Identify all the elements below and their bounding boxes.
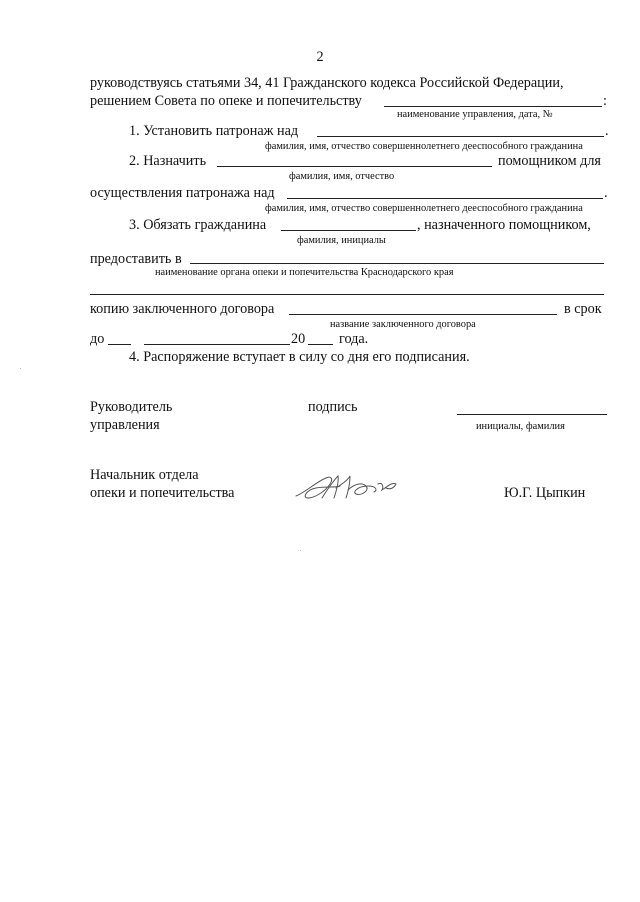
citizen-initials-caption: фамилия, инициалы xyxy=(297,235,386,246)
item-3-after: , назначенного помощником, xyxy=(417,217,591,233)
item-3-line-3: копию заключенного договора xyxy=(90,301,275,317)
intro-line-2-colon: : xyxy=(603,93,607,109)
item-3-text: 3. Обязать гражданина xyxy=(129,217,267,233)
assistant-name-field[interactable] xyxy=(217,166,492,167)
patronage-ward-caption-2: фамилия, имя, отчество совершеннолетнего дееспособного гражданина xyxy=(265,203,583,214)
handwritten-signature-icon xyxy=(292,470,404,506)
guardianship-authority-field-cont[interactable] xyxy=(90,294,604,295)
scan-speck xyxy=(300,550,301,551)
deadline-day-field[interactable] xyxy=(108,344,131,345)
item-4-text: 4. Распоряжение вступает в силу со дня его подписания. xyxy=(129,349,470,365)
item-2-after: помощником для xyxy=(498,153,601,169)
guardianship-authority-field[interactable] xyxy=(190,263,604,264)
intro-line-1: руководствуясь статьями 34, 41 Гражданского кодекса Российской Федерации, xyxy=(90,75,564,91)
chief-name: Ю.Г. Цыпкин xyxy=(504,485,586,501)
head-initials-field[interactable] xyxy=(457,414,607,415)
item-3-year-suffix: года. xyxy=(339,331,369,347)
deadline-year-field[interactable] xyxy=(308,344,333,345)
patronage-ward-caption: фамилия, имя, отчество совершеннолетнего дееспособного гражданина xyxy=(265,141,583,152)
guardianship-authority-caption: наименование органа опеки и попечительства Краснодарского края xyxy=(155,267,454,278)
patronage-ward-field[interactable] xyxy=(317,136,604,137)
council-decision-caption: наименование управления, дата, № xyxy=(397,109,553,120)
chief-title-line-2: опеки и попечительства xyxy=(90,485,235,501)
signature-label: подпись xyxy=(308,399,358,415)
scan-speck xyxy=(20,368,21,369)
assistant-name-caption: фамилия, имя, отчество xyxy=(289,171,395,182)
item-2-period: . xyxy=(604,185,608,201)
head-title-line-2: управления xyxy=(90,417,160,433)
item-2-line-2: осуществления патронажа над xyxy=(90,185,275,201)
patronage-ward-field-2[interactable] xyxy=(287,198,603,199)
item-3-line-2: предоставить в xyxy=(90,251,182,267)
item-1-period: . xyxy=(605,123,609,139)
contract-name-field[interactable] xyxy=(289,314,557,315)
item-3-deadline-prefix: до xyxy=(90,331,105,347)
item-1-text: 1. Установить патронаж над xyxy=(129,123,299,139)
contract-name-caption: название заключенного договора xyxy=(330,319,476,330)
council-decision-field[interactable] xyxy=(384,106,602,107)
intro-line-2: решением Совета по опеке и попечительству xyxy=(90,93,362,109)
item-2-text: 2. Назначить xyxy=(129,153,207,169)
item-3-line-3-end: в срок xyxy=(564,301,602,317)
page-number: 2 xyxy=(316,49,324,65)
head-initials-caption: инициалы, фамилия xyxy=(476,421,565,432)
deadline-month-field[interactable] xyxy=(144,344,290,345)
citizen-initials-field[interactable] xyxy=(281,230,416,231)
item-3-year-prefix: 20 xyxy=(291,331,306,347)
head-title-line-1: Руководитель xyxy=(90,399,173,415)
chief-title-line-1: Начальник отдела xyxy=(90,467,199,483)
